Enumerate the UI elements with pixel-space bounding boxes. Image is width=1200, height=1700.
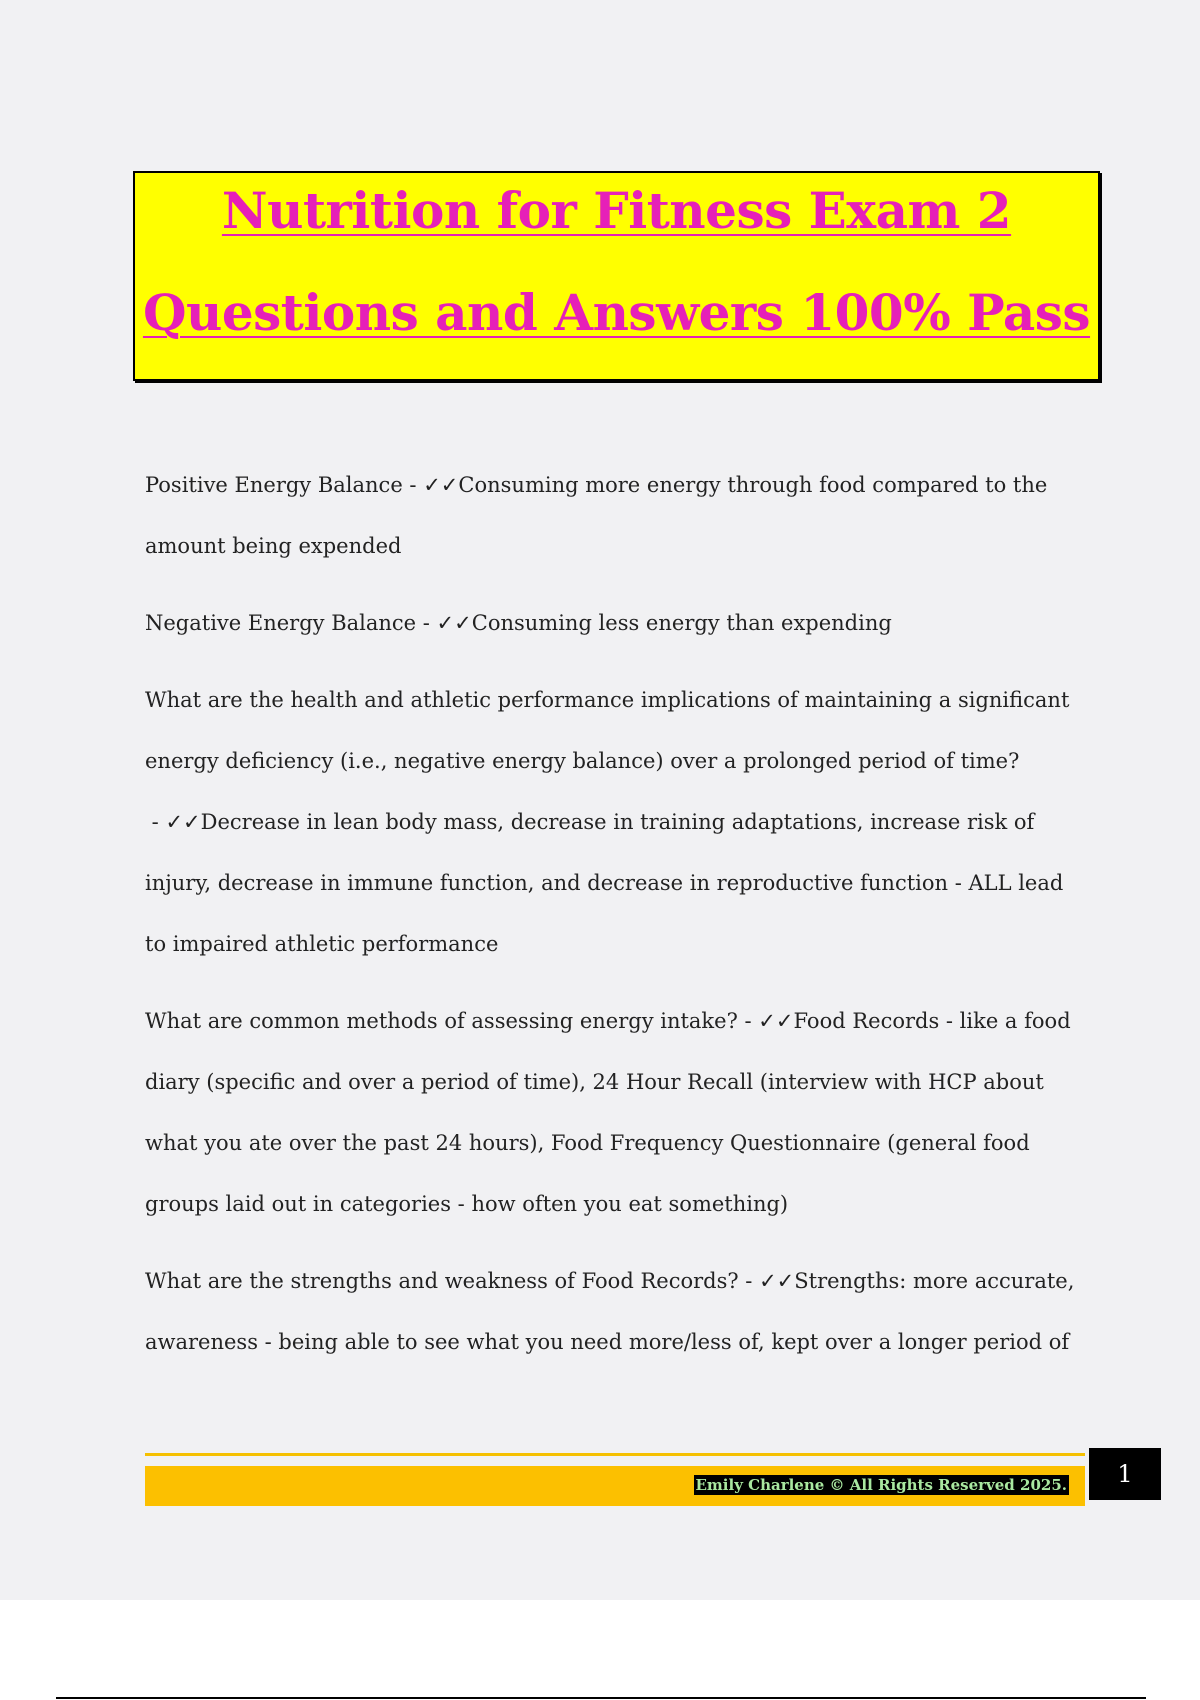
separator: - <box>402 473 424 497</box>
check-mark-icon: ✓✓ <box>758 1009 794 1033</box>
qa-item-positive-energy-balance <box>145 455 1085 577</box>
check-mark-icon: ✓✓ <box>759 1269 795 1293</box>
title-line-2: Questions and Answers 100% Pass <box>142 283 1091 342</box>
bottom-divider <box>56 1697 1146 1699</box>
check-mark-icon: ✓✓ <box>423 473 459 497</box>
qa-content <box>145 455 1085 1389</box>
answer-text: Consuming more energy through food compared to the amount being expended <box>145 473 1048 558</box>
question-text: What are the strengths and weakness of Food Records? <box>145 1269 739 1293</box>
qa-item-assessing-energy-intake <box>145 991 1085 1235</box>
page-number: 1 <box>1089 1448 1161 1500</box>
answer-text: Strengths: more accurate, awareness - being able to see what you need more/less of, kept over a longer period of <box>145 1269 1075 1354</box>
separator: - <box>737 1009 759 1033</box>
check-mark-icon: ✓✓ <box>436 611 472 635</box>
qa-item-energy-deficiency <box>145 670 1085 975</box>
footer-divider <box>145 1453 1085 1456</box>
title-line-1: Nutrition for Fitness Exam 2 <box>221 181 1012 240</box>
footer-bar <box>145 1466 1085 1506</box>
separator: - <box>738 1269 760 1293</box>
question-text: What are the health and athletic performance implications of maintaining a significant energy deficiency (i.e., negative energy balance) over a prolonged period of time? <box>145 688 1070 773</box>
answer-text: Food Records - like a food diary (specific and over a period of time), 24 Hour Recall (interview with HCP about what you ate over the past 24 hours), Food Frequency Questionnaire (general food groups laid out in categories - how often you eat something) <box>145 1009 1071 1216</box>
question-text: Positive Energy Balance <box>145 473 403 497</box>
copyright-notice: Emily Charlene © All Rights Reserved 2025. <box>695 1476 1067 1494</box>
qa-item-negative-energy-balance <box>145 593 1085 654</box>
separator: - <box>416 611 437 635</box>
question-text: What are common methods of assessing energy intake? <box>145 1009 738 1033</box>
answer-text: Decrease in lean body mass, decrease in training adaptations, increase risk of injury, decrease in immune function, and decrease in reproductive function - ALL lead to impaired athletic performance <box>145 810 1064 956</box>
separator: - <box>145 810 166 834</box>
qa-item-food-records <box>145 1251 1085 1373</box>
title-box <box>133 171 1100 381</box>
answer-text: Consuming less energy than expending <box>471 611 892 635</box>
question-text: Negative Energy Balance <box>145 611 417 635</box>
check-mark-icon: ✓✓ <box>165 810 201 834</box>
